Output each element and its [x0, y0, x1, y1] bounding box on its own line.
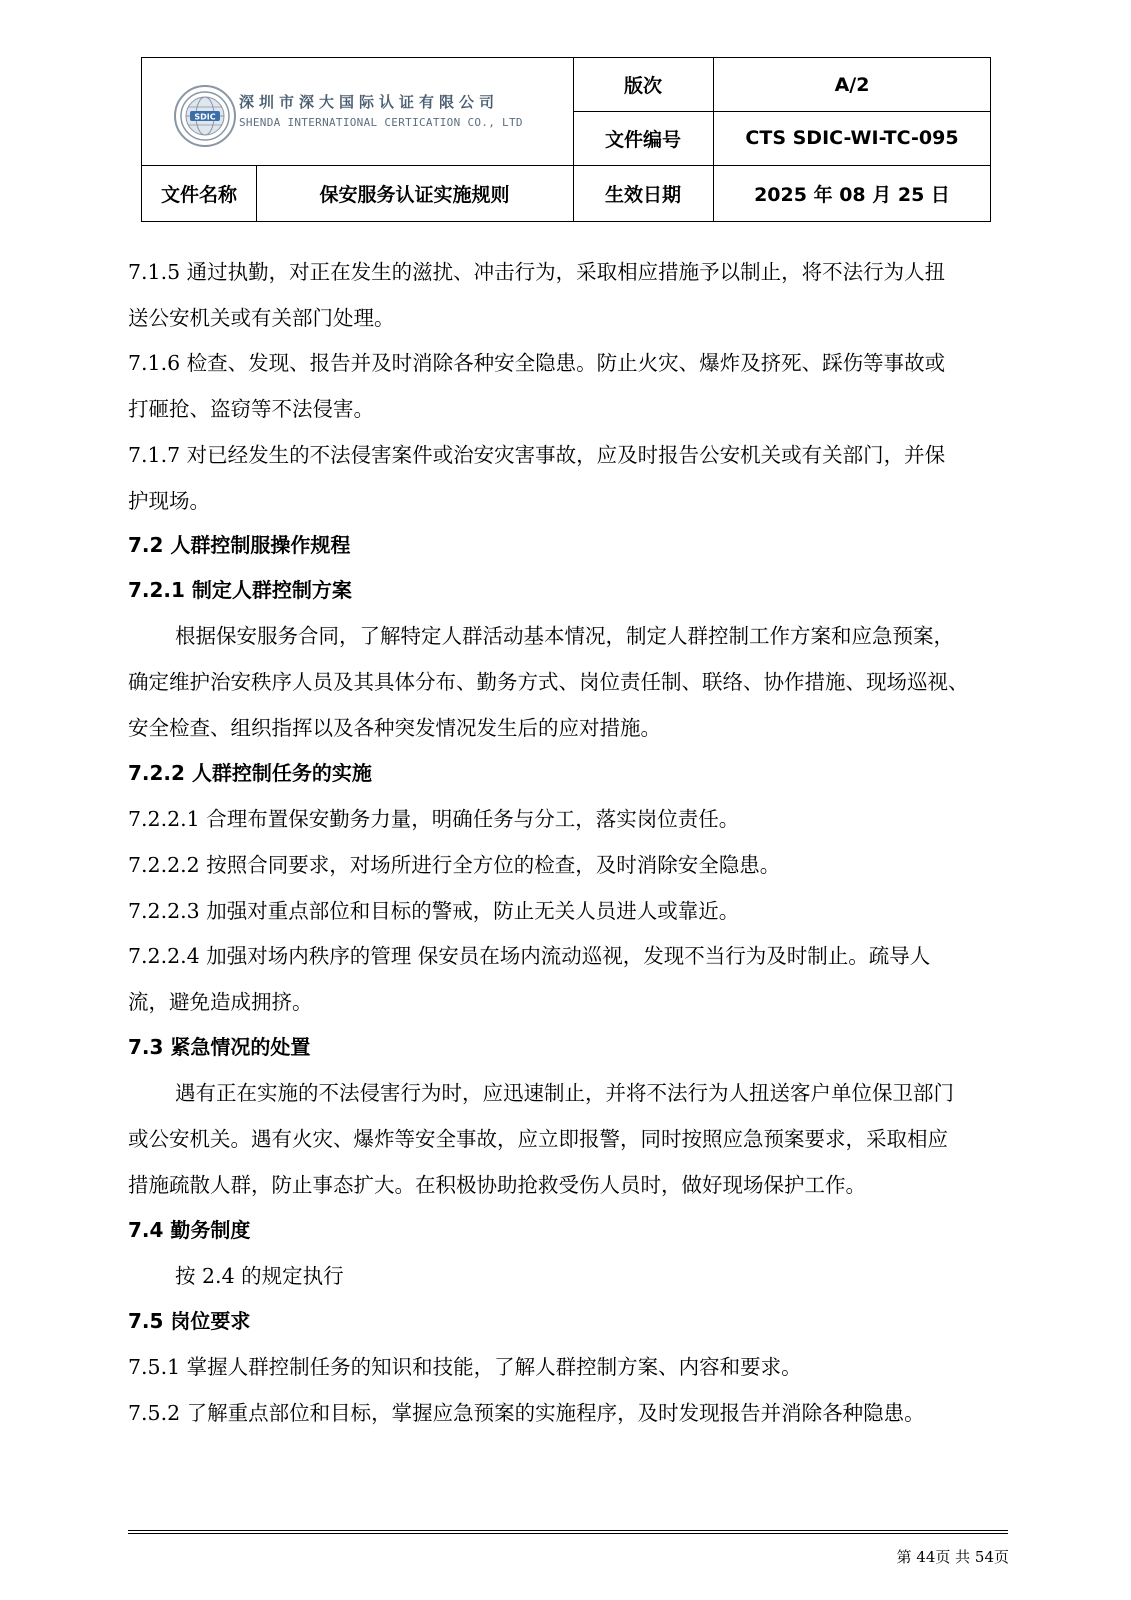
paragraph-line: 7.1.5 通过执勤，对正在发生的滋扰、冲击行为，采取相应措施予以制止，将不法行为人扭: [128, 260, 946, 284]
page-number: 第 44页 共 54页: [896, 1548, 1009, 1566]
company-logo: [142, 58, 584, 165]
company-emblem-icon: [173, 84, 237, 148]
version-label: 版次: [623, 75, 662, 97]
paragraph-line: 7.2.2.3 加强对重点部位和目标的警戒，防止无关人员进人或靠近。: [128, 899, 740, 923]
paragraph-line: 按 2.4 的规定执行: [175, 1264, 344, 1288]
doc-number-value: CTS SDIC-WI-TC-095: [745, 127, 959, 149]
effective-date-value: 2025 年 08 月 25 日: [754, 184, 950, 206]
paragraph-line: 7.5.1 掌握人群控制任务的知识和技能，了解人群控制方案、内容和要求。: [128, 1355, 802, 1379]
document-header-table: [141, 57, 991, 222]
paragraph-line: 打砸抢、盗窃等不法侵害。: [128, 397, 374, 421]
version-value: A/2: [834, 73, 870, 96]
subsection-heading: 7.2.2 人群控制任务的实施: [128, 761, 372, 785]
section-heading: 7.3 紧急情况的处置: [128, 1035, 311, 1059]
paragraph-line: 确定维护治安秩序人员及其具体分布、勤务方式、岗位责任制、联络、协作措施、现场巡视、: [128, 670, 969, 694]
section-heading: 7.4 勤务制度: [128, 1218, 251, 1242]
doc-name-label: 文件名称: [160, 184, 237, 206]
doc-name-value: 保安服务认证实施规则: [319, 184, 510, 206]
paragraph-line: 送公安机关或有关部门处理。: [128, 306, 395, 330]
section-heading: 7.2 人群控制服操作规程: [128, 533, 351, 557]
paragraph-line: 7.1.6 检查、发现、报告并及时消除各种安全隐患。防止火灾、爆炸及挤死、踩伤等事故或: [128, 351, 946, 375]
effective-date-label: 生效日期: [604, 184, 681, 206]
paragraph-line: 根据保安服务合同，了解特定人群活动基本情况，制定人群控制工作方案和应急预案，: [175, 624, 954, 648]
paragraph-line: 或公安机关。遇有火灾、爆炸等安全事故，应立即报警，同时按照应急预案要求，采取相应: [128, 1127, 948, 1151]
paragraph-line: 7.2.2.4 加强对场内秩序的管理 保安员在场内流动巡视，发现不当行为及时制止。疏导人: [128, 944, 931, 968]
doc-number-label: 文件编号: [604, 128, 681, 151]
section-heading: 7.5 岗位要求: [128, 1309, 251, 1333]
paragraph-line: 遇有正在实施的不法侵害行为时，应迅速制止，并将不法行为人扭送客户单位保卫部门: [175, 1081, 954, 1105]
paragraph-line: 安全检查、组织指挥以及各种突发情况发生后的应对措施。: [128, 716, 661, 740]
paragraph-line: 流，避免造成拥挤。: [128, 990, 313, 1014]
company-name-en: SHENDA INTERNATIONAL CERTICATION CO., LTD: [239, 116, 523, 129]
paragraph-line: 7.2.2.2 按照合同要求，对场所进行全方位的检查，及时消除安全隐患。: [128, 853, 781, 877]
paragraph-line: 7.1.7 对已经发生的不法侵害案件或治安灾害事故，应及时报告公安机关或有关部门，并保: [128, 443, 946, 467]
paragraph-line: 护现场。: [128, 489, 210, 513]
footer-divider: [128, 1530, 1008, 1531]
paragraph-line: 7.2.2.1 合理布置保安勤务力量，明确任务与分工，落实岗位责任。: [128, 807, 740, 831]
company-name-cn: 深圳市深大国际认证有限公司: [239, 93, 500, 111]
footer-divider: [128, 1533, 1008, 1534]
paragraph-line: 7.5.2 了解重点部位和目标，掌握应急预案的实施程序，及时发现报告并消除各种隐患。: [128, 1401, 925, 1425]
subsection-heading: 7.2.1 制定人群控制方案: [128, 578, 352, 602]
emblem-text: SDIC: [194, 112, 216, 122]
paragraph-line: 措施疏散人群，防止事态扩大。在积极协助抢救受伤人员时，做好现场保护工作。: [128, 1173, 866, 1197]
